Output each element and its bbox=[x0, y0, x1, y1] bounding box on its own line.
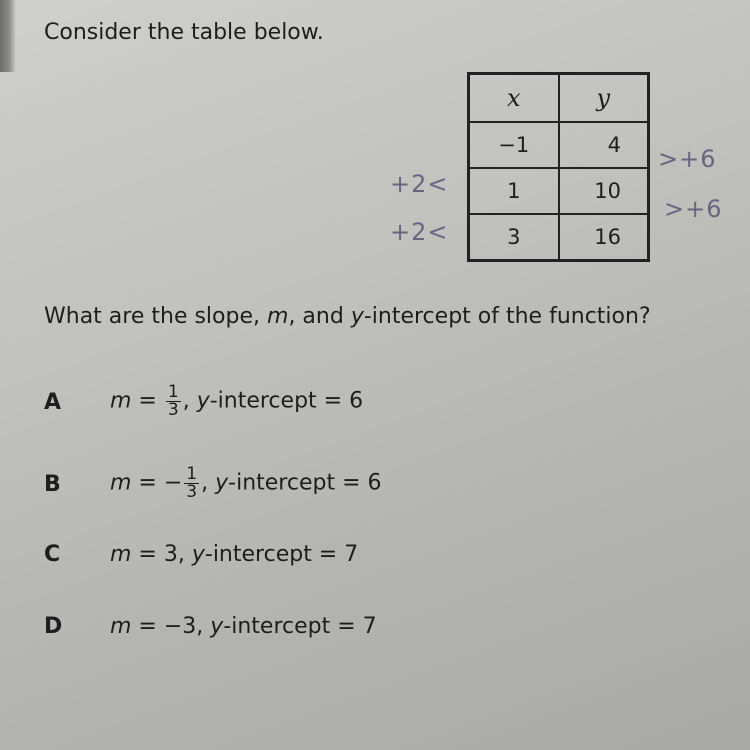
choice-letter: C bbox=[44, 542, 61, 567]
choice-expression: m = 3, y-intercept = 7 bbox=[110, 542, 359, 567]
choice-letter: D bbox=[44, 614, 63, 639]
choice-d[interactable] bbox=[0, 614, 750, 664]
cell-x: 1 bbox=[469, 168, 559, 214]
handwritten-note-right-1: >+6 bbox=[658, 145, 717, 173]
page-edge-shadow bbox=[0, 0, 16, 72]
xy-table bbox=[467, 72, 650, 262]
choice-expression: m = $\frac{1}{3}$ , y-intercept = 6 bbox=[110, 382, 364, 420]
table-row bbox=[469, 214, 649, 261]
choice-letter: A bbox=[44, 390, 62, 415]
question-text: What are the slope, m, and y-intercept of the function? bbox=[44, 304, 651, 329]
choice-b[interactable] bbox=[0, 466, 750, 516]
handwritten-note-left-1: +2< bbox=[390, 170, 449, 198]
choice-c[interactable] bbox=[0, 542, 750, 592]
fraction: $\frac{1}{3}$ bbox=[186, 464, 198, 502]
cell-x: −1 bbox=[469, 122, 559, 168]
choice-a[interactable] bbox=[0, 384, 750, 434]
handwritten-note-right-2: >+6 bbox=[664, 195, 723, 223]
table-row bbox=[469, 122, 649, 168]
cell-y: 4 bbox=[559, 122, 649, 168]
fraction: $\frac{1}{3}$ bbox=[167, 382, 179, 420]
table-row bbox=[469, 168, 649, 214]
intro-text: Consider the table below. bbox=[44, 20, 324, 45]
choice-expression: m = −3, y-intercept = 7 bbox=[110, 614, 377, 639]
header-y: y bbox=[559, 74, 649, 123]
handwritten-note-left-2: +2< bbox=[390, 218, 449, 246]
cell-x: 3 bbox=[469, 214, 559, 261]
table-header-row bbox=[469, 74, 649, 123]
cell-y: 10 bbox=[559, 168, 649, 214]
choice-expression: m = − $\frac{1}{3}$ , y-intercept = 6 bbox=[110, 464, 382, 502]
cell-y: 16 bbox=[559, 214, 649, 261]
choice-letter: B bbox=[44, 472, 61, 497]
header-x: x bbox=[469, 74, 559, 123]
